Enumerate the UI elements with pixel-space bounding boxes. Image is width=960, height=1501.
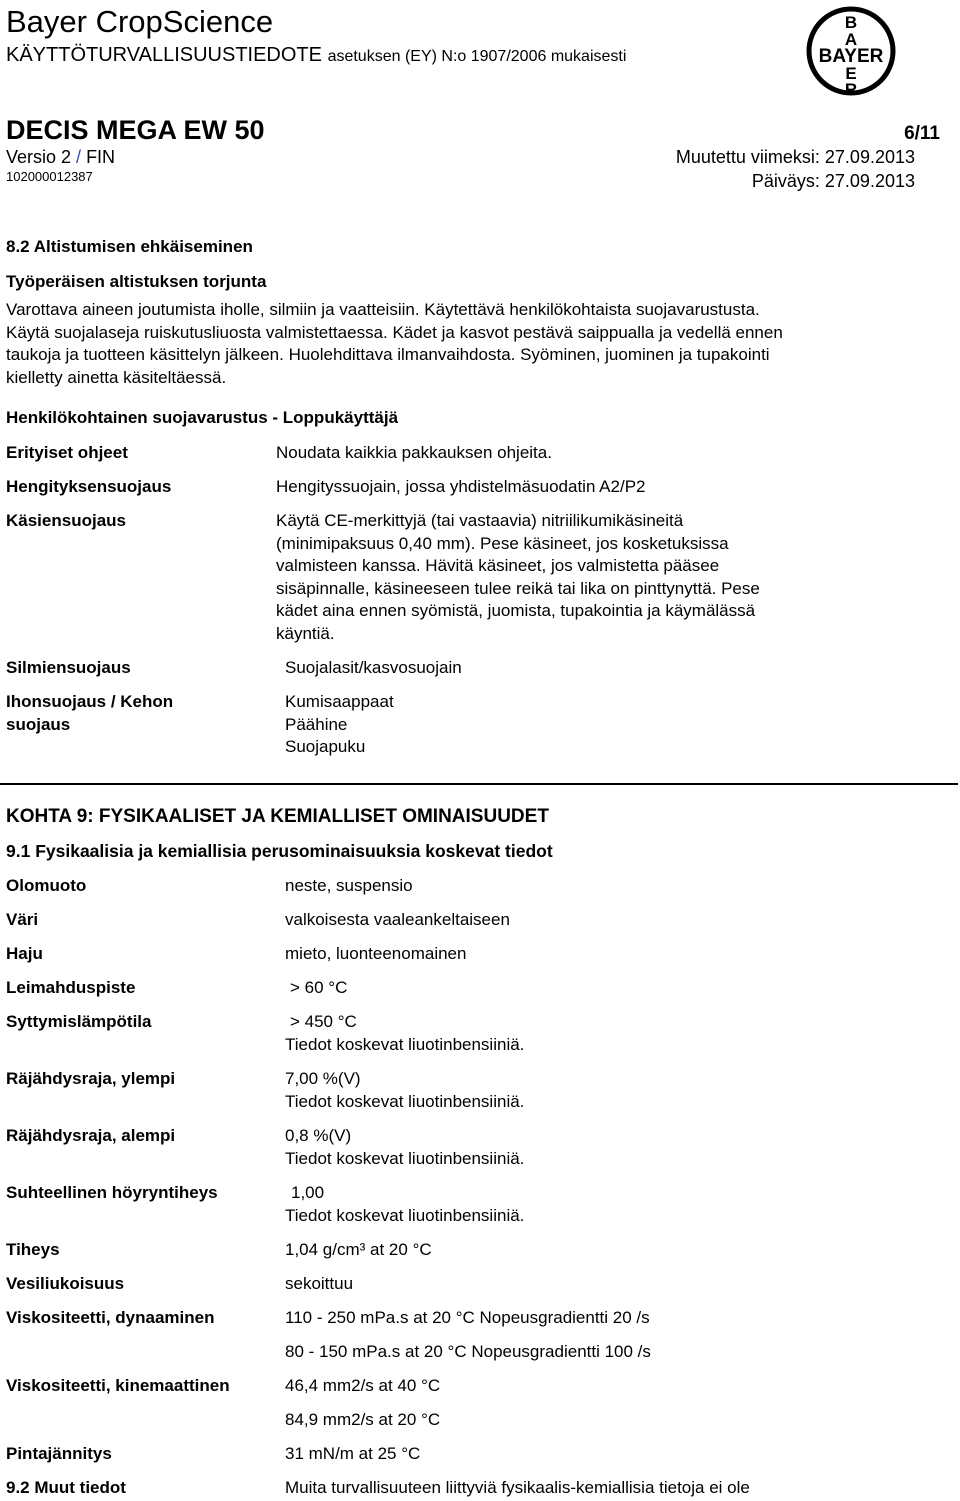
lower-explosion-limit-value: 0,8 %(V): [285, 1126, 352, 1145]
ignition-temperature-value: > 450 °C: [290, 1012, 357, 1031]
density-label: Tiheys: [6, 1240, 60, 1259]
version-label: Versio 2: [6, 147, 72, 167]
version-language: FIN: [86, 147, 116, 167]
eye-protection-value: Suojalasit/kasvosuojain: [285, 658, 462, 677]
svg-text:BAYER: BAYER: [818, 46, 884, 67]
color-value: valkoisesta vaaleankeltaiseen: [285, 910, 510, 929]
hand-protection-line: Käytä CE-merkittyjä (tai vastaavia) nitriilikumikäsineitä: [276, 511, 684, 530]
svg-text:A: A: [844, 30, 858, 49]
section-9-2-heading: 9.2 Muut tiedot: [6, 1478, 126, 1497]
hand-protection-line: kädet aina ennen syömistä, juomista, tupakointia ja käymälässä: [276, 601, 756, 620]
flash-point-label: Leimahduspiste: [6, 978, 136, 997]
vapor-density-note: Tiedot koskevat liuotinbensiiniä.: [285, 1206, 525, 1225]
kinematic-viscosity-value: 84,9 mm2/s at 20 °C: [285, 1410, 441, 1429]
skin-protection-value: [285, 691, 394, 759]
skin-protection-label: [6, 691, 173, 736]
modified-date: Muutettu viimeksi: 27.09.2013: [675, 147, 915, 167]
ignition-temperature-note: Tiedot koskevat liuotinbensiiniä.: [285, 1035, 525, 1054]
company-name: Bayer CropScience: [6, 4, 274, 39]
vapor-density-value: 1,00: [291, 1183, 325, 1202]
odor-label: Haju: [6, 944, 43, 963]
section-9-1-heading: 9.1 Fysikaalisia ja kemiallisia perusominaisuuksia koskevat tiedot: [6, 841, 553, 861]
version-separator: /: [71, 147, 87, 167]
svg-text:E: E: [845, 64, 857, 83]
paragraph-line: Käytä suojalaseja ruiskutusliuosta valmistettaessa. Kädet ja kasvot pestävä saippualla ja vedellä ennen: [6, 322, 783, 342]
upper-explosion-limit-value: 7,00 %(V): [285, 1069, 361, 1088]
respiratory-protection-label: Hengityksensuojaus: [6, 477, 172, 496]
document-id: 102000012387: [6, 169, 93, 184]
section-divider: [0, 783, 958, 785]
hand-protection-label: Käsiensuojaus: [6, 511, 126, 530]
exposure-paragraph: [6, 299, 936, 389]
skin-value-line: Päähine: [285, 714, 348, 734]
section-9-heading: KOHTA 9: FYSIKAALISET JA KEMIALLISET OMINAISUUDET: [6, 806, 549, 827]
document-title: [6, 42, 626, 70]
regulation-text: asetuksen (EY) N:o 1907/2006 mukaisesti: [327, 48, 627, 65]
upper-explosion-limit-note: Tiedot koskevat liuotinbensiiniä.: [285, 1092, 525, 1111]
ignition-temperature-label: Syttymislämpötila: [6, 1012, 152, 1031]
svg-text:R: R: [844, 80, 858, 99]
color-label: Väri: [6, 910, 39, 929]
skin-value-line: Kumisaappaat: [285, 692, 394, 711]
vapor-density-label: Suhteellinen höyryntiheys: [6, 1183, 218, 1202]
upper-explosion-limit-label: Räjähdysraja, ylempi: [6, 1069, 176, 1088]
exposure-control-heading: Työperäisen altistuksen torjunta: [6, 272, 267, 291]
kinematic-viscosity-label: Viskositeetti, kinemaattinen: [6, 1376, 230, 1395]
odor-value: mieto, luonteenomainen: [285, 944, 467, 963]
dynamic-viscosity-value: 110 - 250 mPa.s at 20 °C Nopeusgradientti 20 /s: [285, 1308, 650, 1327]
kinematic-viscosity-value: 46,4 mm2/s at 40 °C: [285, 1376, 441, 1395]
hand-protection-line: sisäpinnalle, käsineeseen tulee reikä tai lika on pinttynyttä. Pese: [276, 578, 760, 598]
form-label: Olomuoto: [6, 876, 87, 895]
eye-protection-label: Silmiensuojaus: [6, 658, 131, 677]
hand-protection-value: [276, 510, 760, 645]
density-value: 1,04 g/cm³ at 20 °C: [285, 1240, 432, 1259]
paragraph-line: taukoja ja tuotteen käsittelyn jälkeen. Huolehdittava ilmanvaihdosta. Syöminen, juominen ja tupakointi: [6, 345, 770, 364]
paragraph-line: Varottava aineen joutumista iholle, silmiin ja vaatteisiin. Käytettävä henkilökohtaista suojavarustusta.: [6, 300, 760, 319]
hand-protection-line: käyntiä.: [276, 623, 335, 643]
surface-tension-label: Pintajännitys: [6, 1444, 112, 1463]
special-instructions-label: Erityiset ohjeet: [6, 443, 128, 462]
paragraph-line: kielletty ainetta käsiteltäessä.: [6, 367, 227, 387]
form-value: neste, suspensio: [285, 876, 413, 895]
version-info: [6, 146, 115, 168]
product-name: DECIS MEGA EW 50: [6, 115, 265, 145]
lower-explosion-limit-note: Tiedot koskevat liuotinbensiiniä.: [285, 1149, 525, 1168]
respiratory-protection-value: Hengityssuojain, jossa yhdistelmäsuodatin A2/P2: [276, 477, 646, 496]
surface-tension-value: 31 mN/m at 25 °C: [285, 1444, 421, 1463]
hand-protection-line: valmisteen kanssa. Hävitä käsineet, jos valmistetta pääsee: [276, 556, 720, 575]
skin-label-line: suojaus: [6, 714, 71, 734]
water-solubility-value: sekoittuu: [285, 1274, 354, 1293]
other-information-value: Muita turvallisuuteen liittyviä fysikaalis-kemiallisia tietoja ei ole: [285, 1478, 750, 1497]
svg-text:B: B: [844, 13, 858, 32]
flash-point-value: > 60 °C: [290, 978, 348, 997]
issue-date: Päiväys: 27.09.2013: [751, 171, 915, 191]
water-solubility-label: Vesiliukoisuus: [6, 1274, 125, 1293]
page-number: 6/11: [904, 123, 940, 144]
skin-value-line: Suojapuku: [285, 737, 366, 756]
hand-protection-line: (minimipaksuus 0,40 mm). Pese käsineet, jos kosketuksissa: [276, 533, 729, 553]
section-8-2-heading: 8.2 Altistumisen ehkäiseminen: [6, 237, 253, 256]
bayer-cross-logo: [805, 2, 897, 100]
special-instructions-value: Noudata kaikkia pakkauksen ohjeita.: [276, 443, 552, 462]
document-title-main: KÄYTTÖTURVALLISUUSTIEDOTE: [6, 44, 322, 66]
ppe-heading: Henkilökohtainen suojavarustus - Loppukäyttäjä: [6, 408, 399, 427]
dynamic-viscosity-label: Viskositeetti, dynaaminen: [6, 1308, 215, 1327]
dynamic-viscosity-value: 80 - 150 mPa.s at 20 °C Nopeusgradientti 100 /s: [285, 1342, 651, 1361]
skin-label-line: Ihonsuojaus / Kehon: [6, 692, 174, 711]
lower-explosion-limit-label: Räjähdysraja, alempi: [6, 1126, 176, 1145]
